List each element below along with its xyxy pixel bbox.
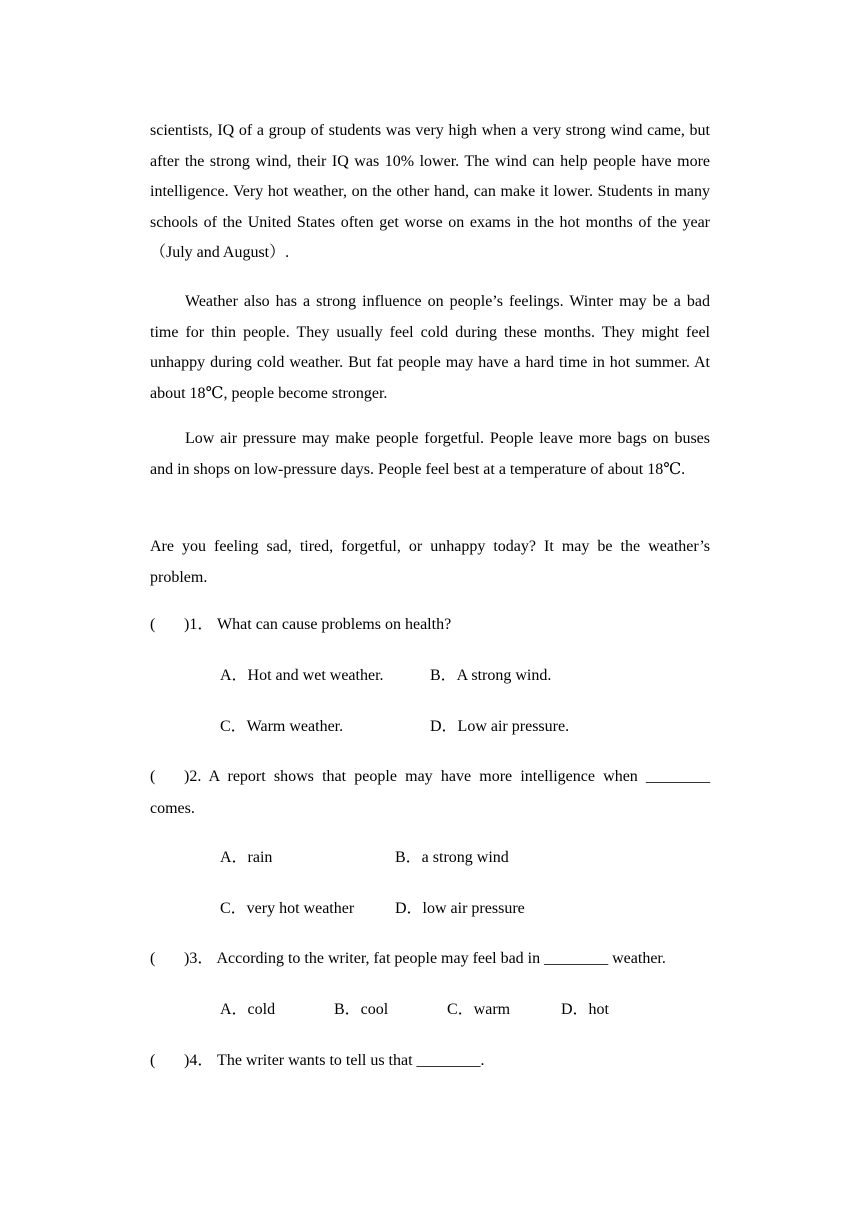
question-1 [150, 609, 710, 641]
question-stem: )1． What can cause problems on health? [184, 616, 452, 633]
option-c: C．very hot weather [220, 900, 355, 917]
option-c: C．warm [447, 1001, 511, 1018]
option-a: A．rain [220, 849, 273, 866]
answer-paren: ( [150, 768, 156, 785]
question-3 [150, 943, 710, 975]
answer-paren: ( [150, 950, 156, 967]
option-b: B．A strong wind. [430, 667, 552, 684]
option-b: B．cool [334, 1001, 389, 1018]
passage-paragraph-3: Low air pressure may make people forgetful. People leave more bags on buses and in shops on low-pressure days. People feel best at a temperature of about 18℃. [150, 430, 710, 478]
option-d: D．low air pressure [395, 900, 525, 917]
option-d: D．Low air pressure. [430, 718, 570, 735]
option-a: A．Hot and wet weather. [220, 667, 384, 684]
question-2 [150, 761, 710, 825]
option-c: C．Warm weather. [220, 718, 344, 735]
question-4 [150, 1045, 710, 1077]
answer-paren: ( [150, 616, 156, 633]
question-stem: )2. A report shows that people may have more intelligence when ________ comes. [150, 768, 710, 817]
question-stem: )4． The writer wants to tell us that ________. [184, 1052, 485, 1069]
option-d: D．hot [561, 1001, 610, 1018]
passage-paragraph-2: Weather also has a strong influence on people’s feelings. Winter may be a bad time for thin people. They usually feel cold during these months. They might feel unhappy during cold weather. But fat people may have a hard time in hot summer. At about 18℃, people become stronger. [150, 293, 710, 402]
option-a: A．cold [220, 1001, 276, 1018]
question-stem: )3． According to the writer, fat people may feel bad in ________ weather. [184, 950, 666, 967]
passage-paragraph-4: Are you feeling sad, tired, forgetful, or unhappy today? It may be the weather’s problem. [150, 538, 710, 586]
answer-paren: ( [150, 1052, 156, 1069]
option-b: B．a strong wind [395, 849, 509, 866]
passage-paragraph-1: scientists, IQ of a group of students was very high when a very strong wind came, but after the strong wind, their IQ was 10% lower. The wind can help people have more intelligence. Very hot weather, on the other hand, can make it lower. Students in many schools of the United States often get worse on exams in the hot months of the year（July and August）. [150, 122, 710, 261]
